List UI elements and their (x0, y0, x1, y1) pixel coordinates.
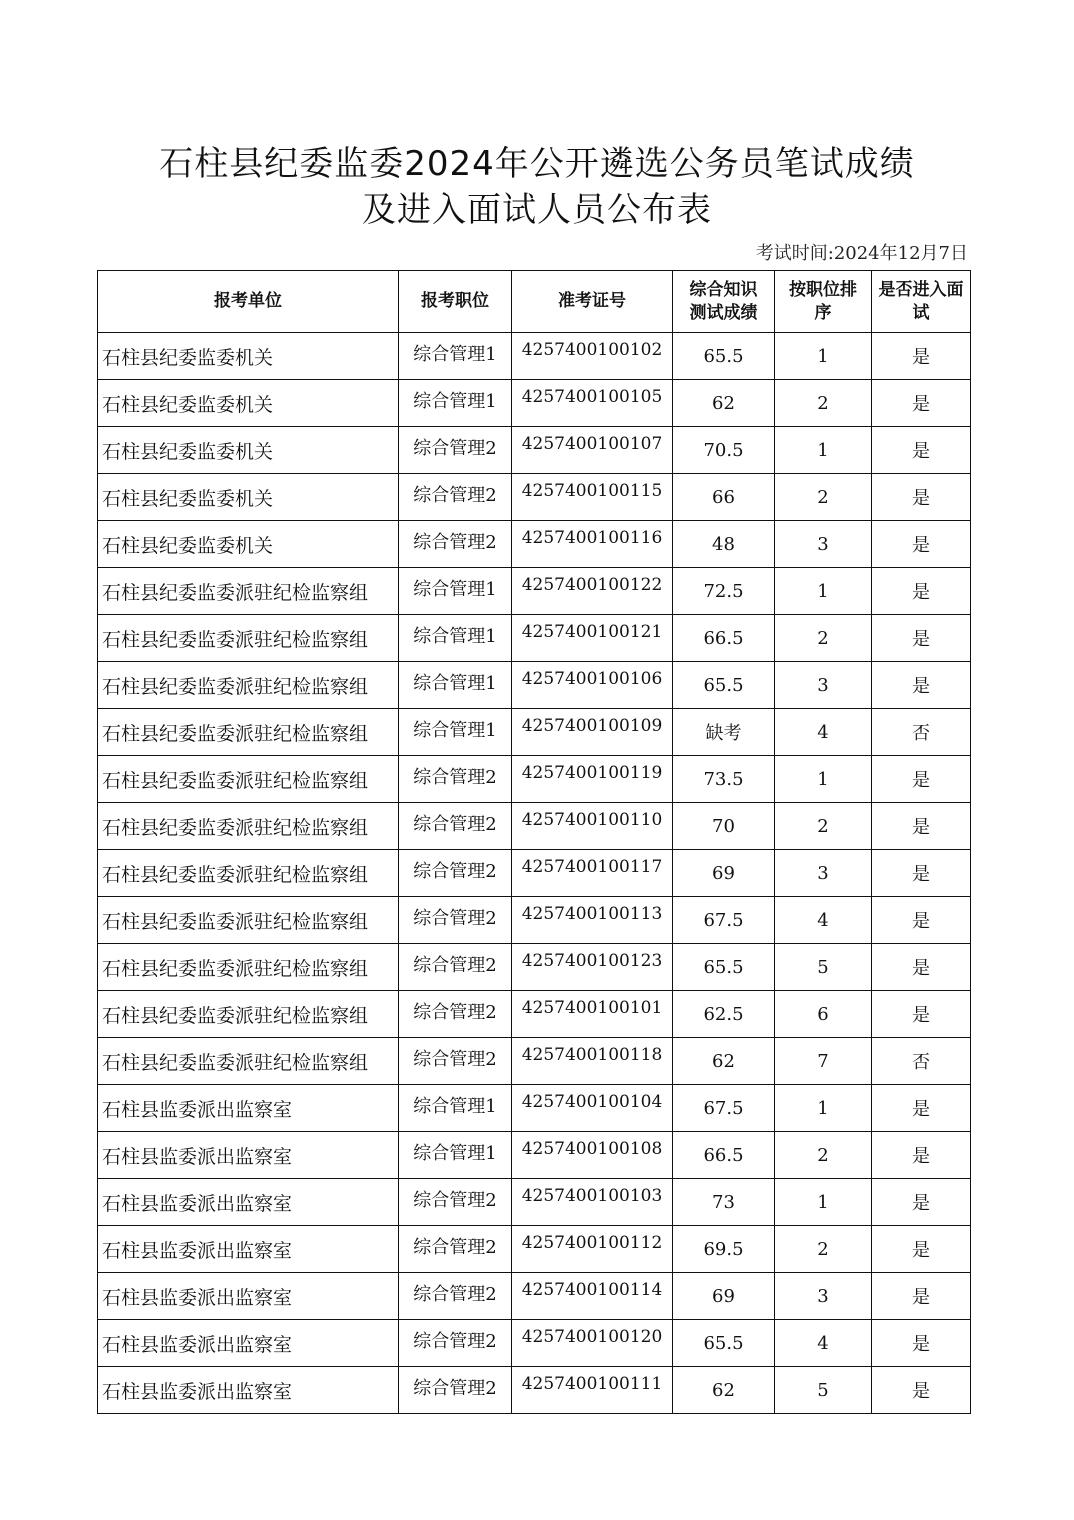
cell-unit: 石柱县纪委监委机关 (98, 333, 399, 380)
cell-interview: 是 (872, 803, 971, 850)
cell-unit: 石柱县纪委监委派驻纪检监察组 (98, 1038, 399, 1085)
cell-position: 综合管理2 (399, 1320, 512, 1367)
cell-unit: 石柱县纪委监委派驻纪检监察组 (98, 756, 399, 803)
cell-position: 综合管理2 (399, 427, 512, 474)
table-body (98, 333, 971, 1414)
cell-unit: 石柱县纪委监委派驻纪检监察组 (98, 568, 399, 615)
cell-ticket-number: 4257400100116 (512, 521, 673, 568)
cell-rank: 3 (775, 521, 872, 568)
cell-position: 综合管理1 (399, 1085, 512, 1132)
cell-interview: 是 (872, 568, 971, 615)
cell-score: 65.5 (673, 662, 775, 709)
cell-interview: 是 (872, 615, 971, 662)
cell-rank: 4 (775, 897, 872, 944)
cell-interview: 是 (872, 756, 971, 803)
header-ticket-number: 准考证号 (512, 271, 673, 333)
cell-position: 综合管理2 (399, 1273, 512, 1320)
cell-score: 73 (673, 1179, 775, 1226)
cell-score: 73.5 (673, 756, 775, 803)
cell-ticket-number: 4257400100108 (512, 1132, 673, 1179)
cell-interview: 是 (872, 427, 971, 474)
cell-score: 62.5 (673, 991, 775, 1038)
cell-score: 69.5 (673, 1226, 775, 1273)
cell-rank: 2 (775, 474, 872, 521)
cell-position: 综合管理1 (399, 615, 512, 662)
cell-score: 67.5 (673, 897, 775, 944)
cell-position: 综合管理2 (399, 803, 512, 850)
cell-ticket-number: 4257400100103 (512, 1179, 673, 1226)
cell-unit: 石柱县监委派出监察室 (98, 1367, 399, 1414)
table-row (98, 709, 971, 756)
cell-score: 65.5 (673, 944, 775, 991)
cell-ticket-number: 4257400100119 (512, 756, 673, 803)
table-row (98, 333, 971, 380)
table-header-row (98, 271, 971, 333)
cell-interview: 是 (872, 991, 971, 1038)
cell-rank: 1 (775, 333, 872, 380)
cell-interview: 是 (872, 1226, 971, 1273)
cell-ticket-number: 4257400100102 (512, 333, 673, 380)
cell-score: 66.5 (673, 1132, 775, 1179)
cell-unit: 石柱县监委派出监察室 (98, 1320, 399, 1367)
cell-ticket-number: 4257400100118 (512, 1038, 673, 1085)
cell-ticket-number: 4257400100111 (512, 1367, 673, 1414)
cell-rank: 2 (775, 803, 872, 850)
cell-unit: 石柱县纪委监委派驻纪检监察组 (98, 944, 399, 991)
cell-score: 62 (673, 1367, 775, 1414)
cell-rank: 3 (775, 850, 872, 897)
cell-ticket-number: 4257400100114 (512, 1273, 673, 1320)
cell-position: 综合管理2 (399, 1226, 512, 1273)
cell-interview: 否 (872, 709, 971, 756)
cell-interview: 是 (872, 380, 971, 427)
cell-score: 62 (673, 380, 775, 427)
cell-position: 综合管理2 (399, 474, 512, 521)
table-row (98, 380, 971, 427)
cell-interview: 是 (872, 662, 971, 709)
cell-ticket-number: 4257400100105 (512, 380, 673, 427)
cell-unit: 石柱县监委派出监察室 (98, 1085, 399, 1132)
table-row (98, 1038, 971, 1085)
cell-score: 65.5 (673, 333, 775, 380)
table-row (98, 1367, 971, 1414)
cell-score: 62 (673, 1038, 775, 1085)
table-row (98, 897, 971, 944)
table-row (98, 1132, 971, 1179)
cell-ticket-number: 4257400100107 (512, 427, 673, 474)
cell-ticket-number: 4257400100109 (512, 709, 673, 756)
cell-position: 综合管理2 (399, 991, 512, 1038)
cell-interview: 是 (872, 850, 971, 897)
cell-unit: 石柱县监委派出监察室 (98, 1226, 399, 1273)
table-row (98, 1085, 971, 1132)
cell-rank: 6 (775, 991, 872, 1038)
cell-rank: 2 (775, 1226, 872, 1273)
cell-score: 缺考 (673, 709, 775, 756)
results-table (97, 270, 971, 1414)
cell-ticket-number: 4257400100117 (512, 850, 673, 897)
cell-unit: 石柱县监委派出监察室 (98, 1179, 399, 1226)
cell-ticket-number: 4257400100113 (512, 897, 673, 944)
cell-rank: 1 (775, 1179, 872, 1226)
cell-rank: 4 (775, 1320, 872, 1367)
cell-rank: 4 (775, 709, 872, 756)
cell-interview: 是 (872, 1085, 971, 1132)
cell-interview: 是 (872, 474, 971, 521)
cell-unit: 石柱县纪委监委派驻纪检监察组 (98, 803, 399, 850)
cell-position: 综合管理2 (399, 897, 512, 944)
cell-position: 综合管理1 (399, 709, 512, 756)
cell-rank: 5 (775, 1367, 872, 1414)
cell-rank: 5 (775, 944, 872, 991)
table-row (98, 615, 971, 662)
cell-ticket-number: 4257400100106 (512, 662, 673, 709)
cell-interview: 是 (872, 1273, 971, 1320)
cell-unit: 石柱县纪委监委机关 (98, 380, 399, 427)
cell-rank: 1 (775, 427, 872, 474)
cell-rank: 1 (775, 756, 872, 803)
cell-position: 综合管理2 (399, 1367, 512, 1414)
cell-ticket-number: 4257400100123 (512, 944, 673, 991)
cell-interview: 是 (872, 521, 971, 568)
cell-score: 70 (673, 803, 775, 850)
table-row (98, 944, 971, 991)
cell-ticket-number: 4257400100120 (512, 1320, 673, 1367)
cell-interview: 是 (872, 1320, 971, 1367)
cell-score: 67.5 (673, 1085, 775, 1132)
table-row (98, 991, 971, 1038)
cell-score: 48 (673, 521, 775, 568)
cell-unit: 石柱县纪委监委机关 (98, 427, 399, 474)
page-title-line-2: 及进入面试人员公布表 (362, 190, 712, 230)
cell-rank: 1 (775, 1085, 872, 1132)
cell-interview: 是 (872, 944, 971, 991)
cell-position: 综合管理1 (399, 662, 512, 709)
table-row (98, 568, 971, 615)
table-row (98, 1179, 971, 1226)
cell-interview: 是 (872, 333, 971, 380)
cell-unit: 石柱县纪委监委派驻纪检监察组 (98, 662, 399, 709)
table-row (98, 850, 971, 897)
cell-score: 65.5 (673, 1320, 775, 1367)
cell-interview: 是 (872, 1132, 971, 1179)
cell-unit: 石柱县监委派出监察室 (98, 1273, 399, 1320)
cell-score: 66.5 (673, 615, 775, 662)
cell-unit: 石柱县纪委监委派驻纪检监察组 (98, 709, 399, 756)
header-score: 综合知识测试成绩 (673, 271, 775, 333)
header-interview: 是否进入面试 (872, 271, 971, 333)
cell-score: 70.5 (673, 427, 775, 474)
cell-unit: 石柱县纪委监委派驻纪检监察组 (98, 991, 399, 1038)
cell-ticket-number: 4257400100115 (512, 474, 673, 521)
cell-position: 综合管理2 (399, 944, 512, 991)
cell-ticket-number: 4257400100110 (512, 803, 673, 850)
cell-unit: 石柱县纪委监委派驻纪检监察组 (98, 615, 399, 662)
cell-rank: 2 (775, 1132, 872, 1179)
table-row (98, 474, 971, 521)
table-row (98, 1226, 971, 1273)
table-row (98, 521, 971, 568)
exam-date: 考试时间:2024年12月7日 (755, 243, 968, 264)
cell-position: 综合管理1 (399, 568, 512, 615)
cell-interview: 是 (872, 897, 971, 944)
cell-interview: 是 (872, 1367, 971, 1414)
cell-position: 综合管理2 (399, 1179, 512, 1226)
cell-rank: 3 (775, 1273, 872, 1320)
table-row (98, 662, 971, 709)
cell-interview: 否 (872, 1038, 971, 1085)
cell-ticket-number: 4257400100101 (512, 991, 673, 1038)
cell-unit: 石柱县纪委监委机关 (98, 521, 399, 568)
cell-position: 综合管理2 (399, 521, 512, 568)
cell-unit: 石柱县纪委监委派驻纪检监察组 (98, 850, 399, 897)
cell-unit: 石柱县纪委监委派驻纪检监察组 (98, 897, 399, 944)
header-unit: 报考单位 (98, 271, 399, 333)
cell-score: 69 (673, 850, 775, 897)
cell-ticket-number: 4257400100122 (512, 568, 673, 615)
cell-position: 综合管理1 (399, 380, 512, 427)
cell-position: 综合管理2 (399, 1038, 512, 1085)
cell-rank: 2 (775, 615, 872, 662)
cell-rank: 7 (775, 1038, 872, 1085)
cell-unit: 石柱县监委派出监察室 (98, 1132, 399, 1179)
header-rank: 按职位排序 (775, 271, 872, 333)
cell-position: 综合管理1 (399, 333, 512, 380)
header-position: 报考职位 (399, 271, 512, 333)
table-row (98, 1273, 971, 1320)
cell-score: 66 (673, 474, 775, 521)
cell-position: 综合管理2 (399, 756, 512, 803)
cell-position: 综合管理2 (399, 850, 512, 897)
cell-ticket-number: 4257400100121 (512, 615, 673, 662)
cell-ticket-number: 4257400100104 (512, 1085, 673, 1132)
cell-score: 72.5 (673, 568, 775, 615)
table-row (98, 803, 971, 850)
table-row (98, 427, 971, 474)
cell-position: 综合管理1 (399, 1132, 512, 1179)
cell-rank: 1 (775, 568, 872, 615)
cell-rank: 2 (775, 380, 872, 427)
table-row (98, 1320, 971, 1367)
cell-interview: 是 (872, 1179, 971, 1226)
cell-ticket-number: 4257400100112 (512, 1226, 673, 1273)
cell-score: 69 (673, 1273, 775, 1320)
cell-rank: 3 (775, 662, 872, 709)
cell-unit: 石柱县纪委监委机关 (98, 474, 399, 521)
table-row (98, 756, 971, 803)
page-title-line-1: 石柱县纪委监委2024年公开遴选公务员笔试成绩 (159, 144, 915, 184)
